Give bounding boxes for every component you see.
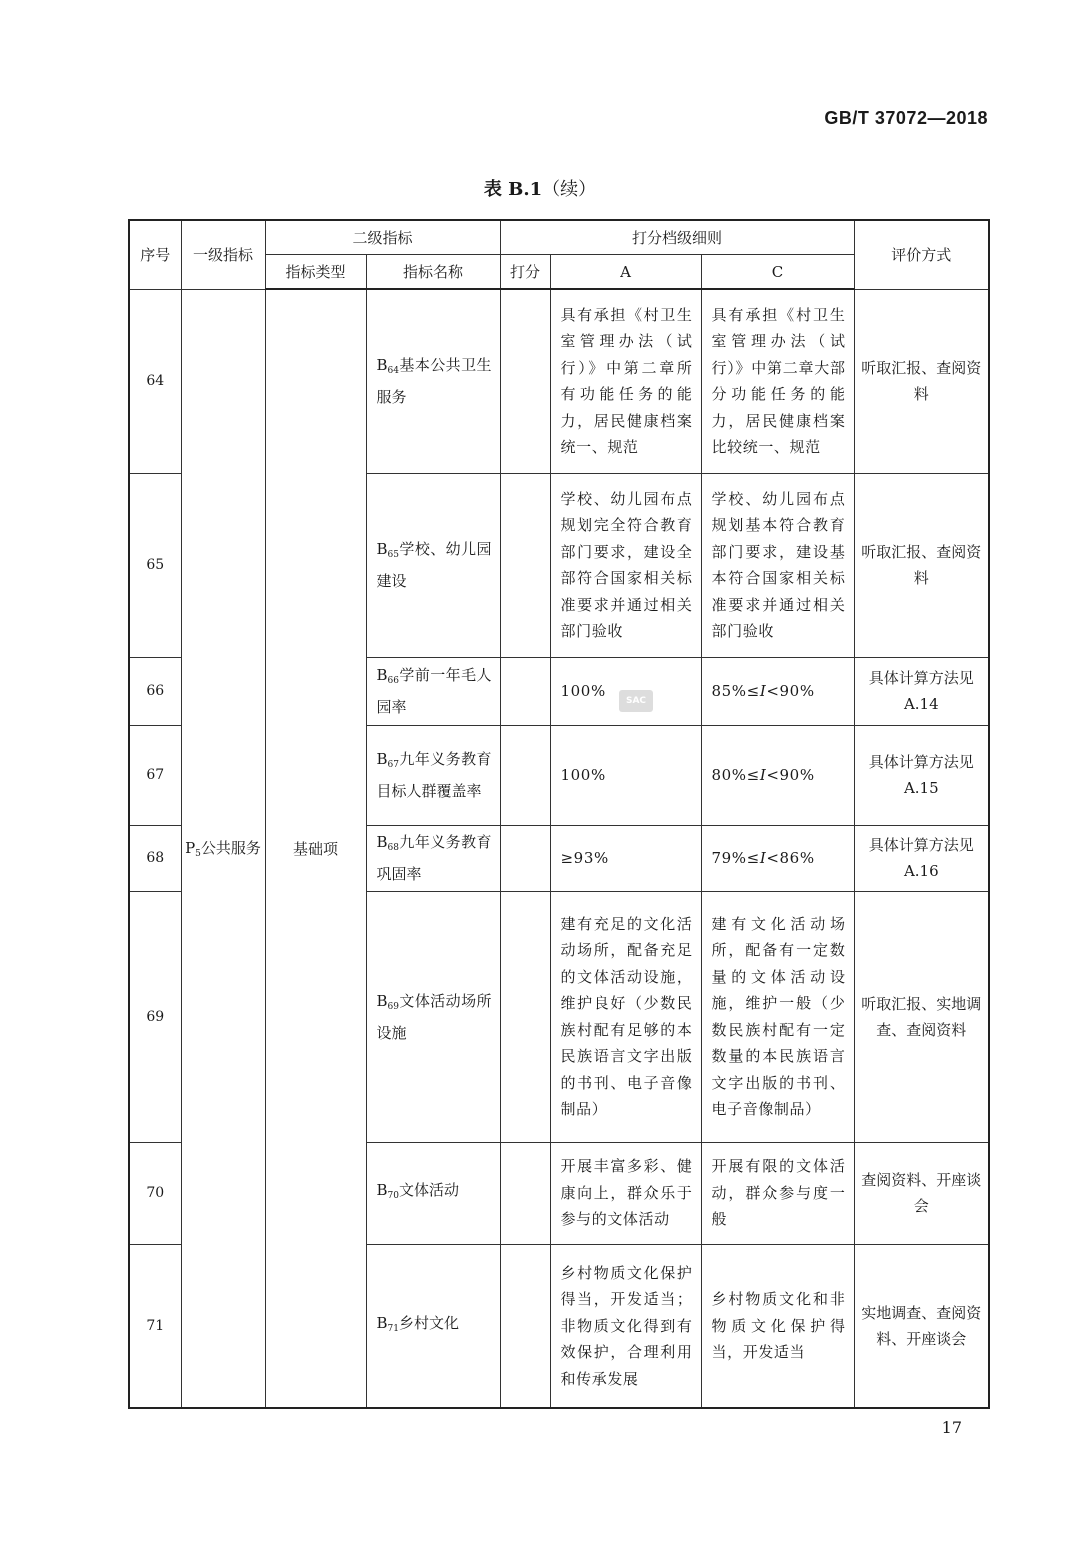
seq-cell: 69: [129, 891, 181, 1142]
grade-a-cell: 学校、幼儿园布点规划完全符合教育部门要求，建设全部符合国家相关标准要求并通过相关部门验收: [550, 473, 701, 657]
name-cell: $B_{68}$九年义务教育巩固率: [366, 825, 500, 891]
eval-cell: 实地调查、查阅资料、开座谈会: [854, 1244, 989, 1408]
name-cell: $B_{65}$学校、幼儿园建设: [366, 473, 500, 657]
table-caption: [0, 175, 1080, 201]
level1-text: 公共服务: [200, 839, 261, 858]
eval-cell: 具体计算方法见 A.16: [854, 825, 989, 891]
score-cell: [500, 725, 550, 825]
code-sub: 68: [387, 843, 399, 853]
standard-code: GB/T 37072—2018: [824, 108, 988, 128]
grade-a-cell: 开展丰富多彩、健康向上，群众乐于参与的文体活动: [550, 1142, 701, 1244]
eval-cell: 听取汇报、实地调查、查阅资料: [854, 891, 989, 1142]
code-sub: 66: [387, 676, 399, 686]
name-text: 学前一年毛人园率: [376, 666, 492, 716]
grade-c-post: <90%: [766, 681, 815, 700]
eval-cell: 查阅资料、开座谈会: [854, 1142, 989, 1244]
seq-cell: 67: [129, 725, 181, 825]
name-text: 基本公共卫生服务: [376, 356, 492, 407]
score-cell: [500, 891, 550, 1142]
header-type: 指标类型: [265, 255, 366, 290]
header-scoring: 打分档级细则: [500, 220, 854, 255]
score-cell: [500, 1142, 550, 1244]
grade-a-cell: 100%: [550, 725, 701, 825]
score-cell: [500, 473, 550, 657]
eval-cell: 具体计算方法见 A.15: [854, 725, 989, 825]
name-text: 九年义务教育巩固率: [376, 833, 492, 883]
name-cell: $B_{70}$文体活动: [366, 1142, 500, 1244]
name-text: 九年义务教育目标人群覆盖率: [376, 750, 492, 800]
grade-a-cell: 乡村物质文化保护得当，开发适当；非物质文化得到有效保护，合理利用和传承发展: [550, 1244, 701, 1408]
eval-cell: 具体计算方法见 A.14: [854, 657, 989, 725]
header-level1: 一级指标: [181, 220, 265, 289]
header-grade-c: C: [701, 255, 854, 290]
name-cell: $B_{64}$基本公共卫生服务: [366, 289, 500, 473]
score-cell: [500, 1244, 550, 1408]
name-text: 文体活动: [398, 1181, 459, 1199]
code-sub: 65: [387, 550, 399, 560]
grade-a-cell: 具有承担《村卫生室管理办法（试行）》中第二章所有功能任务的能力，居民健康档案统一、规范: [550, 289, 701, 473]
seq-cell: 64: [129, 289, 181, 473]
grade-c-pre: 79%≤: [711, 848, 760, 867]
name-cell: $B_{69}$文体活动场所设施: [366, 891, 500, 1142]
header-grade-a: A: [550, 255, 701, 290]
name-text: 文体活动场所设施: [376, 991, 492, 1042]
eval-cell: 听取汇报、查阅资料: [854, 473, 989, 657]
grade-c-pre: 85%≤: [711, 681, 760, 700]
score-cell: [500, 825, 550, 891]
type-cell: 基础项: [265, 289, 366, 1408]
name-text: 乡村文化: [398, 1313, 459, 1332]
seq-cell: 70: [129, 1142, 181, 1244]
grade-c-cell: 建有文化活动场所，配备有一定数量的文体活动设施，维护一般（少数民族村配有一定数量的本民族语言文字出版的书刊、电子音像制品）: [701, 891, 854, 1142]
header-eval: 评价方式: [854, 220, 989, 289]
grade-c-cell: [701, 657, 854, 725]
caption-suffix: （续）: [542, 179, 597, 200]
code-sub: 71: [387, 1323, 399, 1334]
header-score: 打分: [500, 255, 550, 290]
level1-sub: 5: [195, 849, 201, 860]
seq-cell: 66: [129, 657, 181, 725]
grade-c-var: I: [759, 765, 767, 784]
header-level2: 二级指标: [265, 220, 500, 255]
score-cell: [500, 289, 550, 473]
grade-c-cell: 开展有限的文体活动，群众参与度一般: [701, 1142, 854, 1244]
grade-a-cell: 建有充足的文化活动场所，配备充足的文体活动设施，维护良好（少数民族村配有足够的本民族语言文字出版的书刊、电子音像制品）: [550, 891, 701, 1142]
grade-c-cell: 学校、幼儿园布点规划基本符合教育部门要求，建设基本符合国家相关标准要求并通过相关部门验收: [701, 473, 854, 657]
table-row: [129, 289, 989, 473]
seq-cell: 68: [129, 825, 181, 891]
seq-cell: 65: [129, 473, 181, 657]
header-seq: 序号: [129, 220, 181, 289]
grade-c-var: I: [759, 848, 767, 867]
code-sub: 69: [387, 1001, 399, 1012]
code-sub: 64: [387, 366, 399, 377]
grade-c-post: <90%: [766, 765, 815, 784]
grade-c-pre: 80%≤: [711, 765, 760, 784]
grade-a-cell: 100%: [550, 657, 701, 725]
code-sub: 70: [387, 1191, 399, 1201]
caption-title: 表 B.1: [483, 179, 543, 200]
name-text: 学校、幼儿园建设: [376, 540, 492, 590]
code-sub: 67: [387, 760, 399, 770]
grade-c-cell: 具有承担《村卫生室管理办法（试行）》中第二章大部分功能任务的能力，居民健康档案比较统一、规范: [701, 289, 854, 473]
score-cell: [500, 657, 550, 725]
grade-c-cell: [701, 825, 854, 891]
name-cell: $B_{71}$乡村文化: [366, 1244, 500, 1408]
sac-watermark: SAC: [619, 690, 653, 712]
name-cell: $B_{66}$学前一年毛人园率: [366, 657, 500, 725]
page-number: 17: [941, 1418, 962, 1437]
name-cell: $B_{67}$九年义务教育目标人群覆盖率: [366, 725, 500, 825]
grade-c-var: I: [759, 681, 767, 700]
level1-prefix: P: [185, 839, 196, 858]
level1-cell: [181, 289, 265, 1408]
grade-c-post: <86%: [766, 848, 815, 867]
grade-a-cell: ≥93%: [550, 825, 701, 891]
indicator-table: [128, 219, 990, 1409]
grade-c-cell: 乡村物质文化和非物质文化保护得当，开发适当: [701, 1244, 854, 1408]
header-name: 指标名称: [366, 255, 500, 290]
eval-cell: 听取汇报、查阅资料: [854, 289, 989, 473]
seq-cell: 71: [129, 1244, 181, 1408]
grade-c-cell: [701, 725, 854, 825]
